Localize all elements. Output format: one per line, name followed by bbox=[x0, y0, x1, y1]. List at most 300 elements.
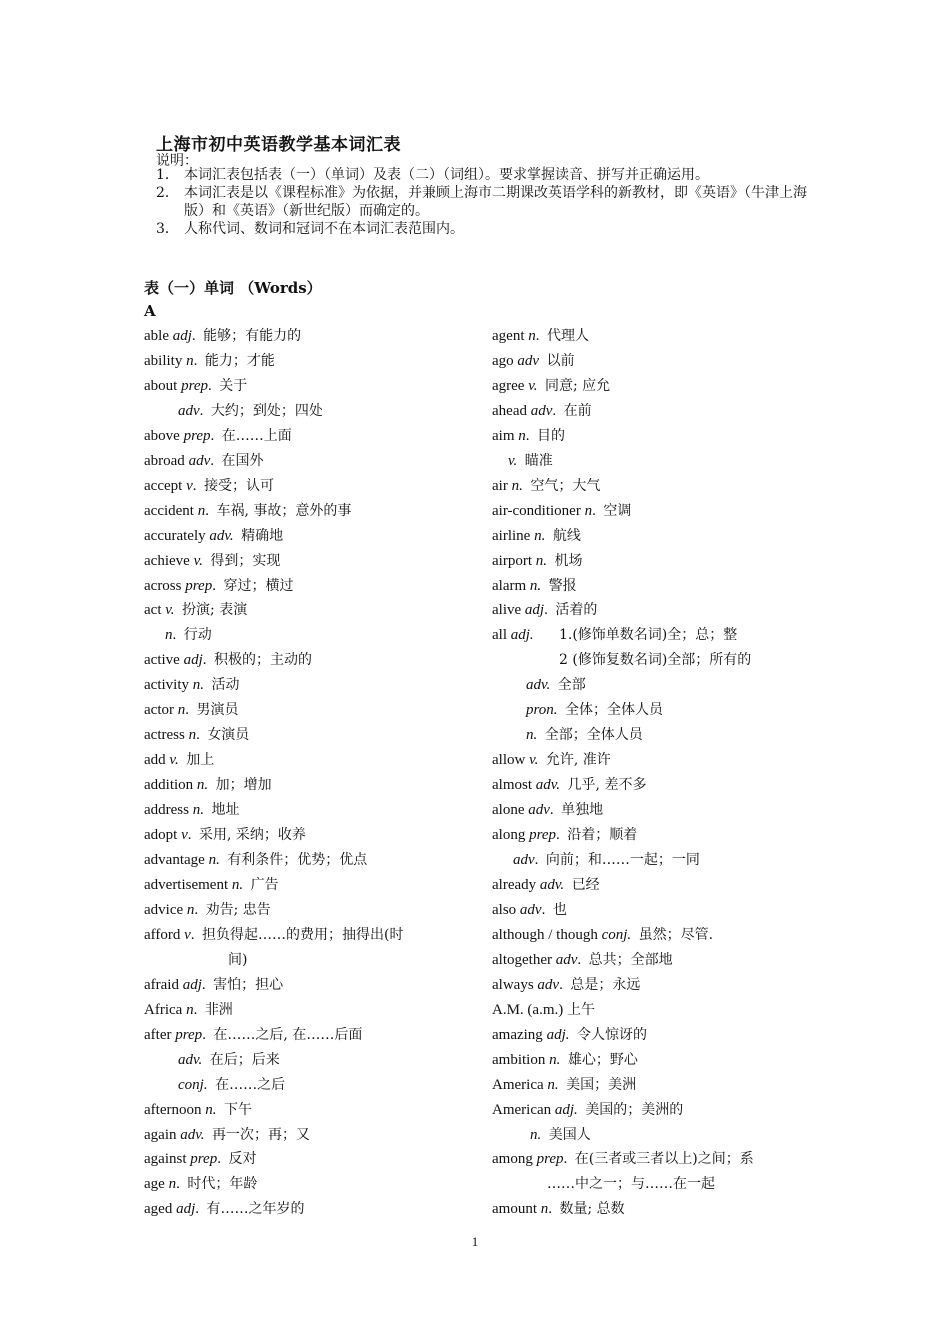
entry-definition: 空气；大气 bbox=[530, 477, 601, 494]
entry-part-of-speech: adj bbox=[176, 1201, 196, 1218]
vocab-entry bbox=[492, 648, 822, 673]
entry-definition: 采用, 采纳；收养 bbox=[199, 827, 306, 844]
entry-punctuation: . bbox=[210, 452, 214, 469]
vocab-entry bbox=[144, 1123, 479, 1148]
entry-part-of-speech: prep bbox=[183, 427, 211, 444]
entry-definition: 女演员 bbox=[207, 727, 250, 744]
vocab-entry bbox=[492, 773, 822, 798]
entry-word: advantage bbox=[144, 852, 205, 869]
vocab-entry bbox=[144, 1197, 479, 1222]
entry-word: air bbox=[492, 477, 508, 494]
entry-punctuation: . bbox=[192, 477, 197, 494]
entry-part-of-speech: n. bbox=[511, 477, 523, 494]
entry-word: altogether bbox=[492, 951, 552, 968]
entry-definition: 扮演; 表演 bbox=[182, 602, 248, 619]
vocab-entry bbox=[144, 948, 479, 973]
entry-definition: 害怕；担心 bbox=[213, 976, 284, 993]
vocab-entry bbox=[144, 698, 479, 723]
entry-definition: 几乎, 差不多 bbox=[567, 777, 647, 794]
entry-definition: 非洲 bbox=[204, 1001, 233, 1018]
entry-word: able bbox=[144, 328, 169, 344]
entry-definition: 男演员 bbox=[196, 702, 239, 719]
entry-part-of-speech: adv. bbox=[180, 1126, 205, 1143]
entry-word: amount bbox=[492, 1201, 537, 1218]
entry-word: all bbox=[492, 627, 507, 644]
entry-punctuation: . bbox=[193, 352, 198, 369]
entry-punctuation: . bbox=[205, 502, 209, 519]
entry-part-of-speech: n bbox=[188, 727, 197, 744]
entry-part-of-speech: adj bbox=[172, 328, 192, 344]
entry-definition: 瞄准 bbox=[524, 452, 553, 469]
entry-part-of-speech: n. bbox=[547, 1076, 559, 1093]
entry-punctuation: . bbox=[187, 827, 192, 844]
entry-definition: 在前 bbox=[563, 402, 592, 419]
vocab-entry bbox=[492, 748, 822, 773]
entry-word: adopt bbox=[144, 827, 178, 844]
entry-definition: 有利条件；优势；优点 bbox=[227, 852, 368, 869]
vocab-entry bbox=[492, 424, 822, 449]
entry-word: add bbox=[144, 752, 166, 769]
entry-word: addition bbox=[144, 777, 194, 794]
entry-definition: 大约；到处；四处 bbox=[210, 402, 323, 419]
entry-definition: 总是；永远 bbox=[570, 976, 641, 993]
entry-part-of-speech: n bbox=[168, 1176, 177, 1193]
vocab-entry bbox=[144, 1048, 479, 1073]
entry-part-of-speech: n bbox=[584, 502, 593, 519]
vocab-entry bbox=[144, 449, 479, 474]
vocab-entry bbox=[144, 648, 479, 673]
entry-part-of-speech: n. bbox=[530, 1126, 542, 1143]
entry-definition: 同意; 应允 bbox=[545, 377, 611, 394]
entry-part-of-speech: pron. bbox=[526, 702, 558, 719]
entry-definition: 活着的 bbox=[555, 602, 598, 619]
vocab-entry bbox=[144, 623, 479, 648]
vocab-entry bbox=[492, 623, 822, 648]
vocab-entry bbox=[492, 399, 822, 424]
entry-part-of-speech: prep bbox=[190, 1151, 218, 1168]
entry-part-of-speech: n. bbox=[205, 1101, 217, 1118]
entry-part-of-speech: n bbox=[197, 502, 206, 519]
entry-definition: 在……之后, 在……后面 bbox=[213, 1026, 363, 1043]
entry-part-of-speech: adv bbox=[528, 802, 550, 819]
section-title: 表（一）单词 （Words） bbox=[144, 279, 322, 297]
entry-punctuation: . bbox=[196, 727, 200, 744]
vocab-entry bbox=[144, 823, 479, 848]
entry-definition: 接受；认可 bbox=[203, 477, 274, 494]
entry-punctuation: . bbox=[525, 427, 530, 444]
entry-punctuation: . bbox=[199, 402, 204, 419]
entry-punctuation: . bbox=[544, 602, 548, 619]
entry-part-of-speech: n bbox=[528, 328, 536, 344]
entry-word: abroad bbox=[144, 452, 185, 469]
entry-word: after bbox=[144, 1026, 172, 1043]
entry-punctuation: . bbox=[202, 1026, 206, 1043]
vocab-entry bbox=[492, 1172, 822, 1197]
entry-word: alarm bbox=[492, 577, 527, 594]
vocab-entry bbox=[144, 998, 479, 1023]
vocab-entry bbox=[492, 349, 822, 374]
entry-punctuation: . bbox=[559, 976, 563, 993]
entry-definition: 沿着；顺着 bbox=[567, 827, 638, 844]
entry-part-of-speech: v. bbox=[529, 752, 539, 769]
entry-definition: 下午 bbox=[223, 1101, 252, 1118]
entry-word: almost bbox=[492, 777, 532, 794]
entry-part-of-speech: n bbox=[186, 1001, 194, 1018]
entry-word: American bbox=[492, 1101, 552, 1118]
entry-definition: 警报 bbox=[548, 577, 577, 594]
entry-part-of-speech: n. bbox=[192, 802, 204, 819]
entry-definition: 美国；美洲 bbox=[566, 1076, 637, 1093]
entry-punctuation: . bbox=[176, 1176, 180, 1193]
vocab-entry bbox=[492, 499, 822, 524]
entry-part-of-speech: n bbox=[177, 702, 186, 719]
entry-definition: 广告 bbox=[250, 876, 279, 893]
entry-part-of-speech: n. bbox=[534, 527, 546, 544]
vocab-entry bbox=[492, 1023, 822, 1048]
entry-punctuation: . bbox=[541, 901, 546, 918]
vocab-entry bbox=[144, 349, 479, 374]
notes-list bbox=[156, 166, 826, 238]
entry-definition: 能够；有能力的 bbox=[203, 328, 302, 344]
entry-part-of-speech: conj. bbox=[178, 1076, 208, 1093]
vocab-entry bbox=[492, 549, 822, 574]
word-column-right bbox=[492, 324, 822, 1222]
entry-part-of-speech: v. bbox=[508, 452, 518, 469]
entry-punctuation: . bbox=[549, 802, 554, 819]
entry-part-of-speech: n bbox=[186, 901, 195, 918]
entry-word: accurately bbox=[144, 527, 206, 544]
entry-word: ability bbox=[144, 352, 183, 369]
entry-word: across bbox=[144, 577, 182, 594]
entry-definition: 目的 bbox=[537, 427, 565, 444]
entry-punctuation: . bbox=[208, 377, 212, 394]
entry-definition: 有……之年岁的 bbox=[206, 1201, 305, 1218]
entry-definition: 虽然；尽管. bbox=[638, 926, 714, 943]
entry-definition: 行动 bbox=[183, 627, 212, 644]
vocab-entry bbox=[144, 773, 479, 798]
vocab-entry bbox=[144, 474, 479, 499]
entry-punctuation: . bbox=[534, 852, 539, 869]
entry-part-of-speech: v. bbox=[528, 377, 538, 394]
entry-part-of-speech: adv bbox=[519, 901, 542, 918]
entry-word: afternoon bbox=[144, 1101, 202, 1118]
entry-part-of-speech: adv bbox=[555, 951, 578, 968]
entry-word: afraid bbox=[144, 976, 179, 993]
entry-punctuation: . bbox=[195, 1201, 199, 1218]
vocab-entry bbox=[144, 1172, 479, 1197]
entry-part-of-speech: v. bbox=[165, 602, 175, 619]
entry-punctuation: . bbox=[592, 502, 596, 519]
entry-part-of-speech: adv. bbox=[209, 527, 234, 544]
vocab-entry bbox=[144, 524, 479, 549]
vocab-entry bbox=[492, 1048, 822, 1073]
entry-punctuation: . bbox=[210, 427, 215, 444]
vocab-entry bbox=[144, 848, 479, 873]
notes-heading: 说明： bbox=[156, 153, 198, 169]
note-text: 本词汇表包括表（一）（单词）及表（二）（词组）。要求掌握读音、拼写并正确运用。 bbox=[184, 167, 709, 183]
entry-word: advice bbox=[144, 901, 184, 918]
vocab-entry bbox=[144, 1023, 479, 1048]
entry-part-of-speech: adv. bbox=[178, 1051, 203, 1068]
entry-definition: 1.(修饰单数名词)全；总；整 bbox=[541, 627, 738, 644]
entry-word: achieve bbox=[144, 552, 190, 569]
entry-word: amazing bbox=[492, 1026, 543, 1043]
vocab-entry bbox=[144, 973, 479, 998]
entry-punctuation: . bbox=[191, 328, 196, 344]
entry-definition: 关于 bbox=[219, 377, 248, 394]
entry-part-of-speech: v. bbox=[169, 752, 179, 769]
entry-word: age bbox=[144, 1176, 165, 1193]
entry-word: about bbox=[144, 377, 178, 394]
vocab-entry bbox=[492, 923, 822, 948]
entry-definition: 全部 bbox=[557, 677, 586, 694]
entry-word: act bbox=[144, 602, 162, 619]
document-title: 上海市初中英语教学基本词汇表 bbox=[156, 135, 401, 155]
letter-heading: A bbox=[144, 302, 156, 320]
entry-definition: 向前；和……一起；一同 bbox=[545, 852, 700, 869]
note-text: 人称代词、数词和冠词不在本词汇表范围内。 bbox=[184, 221, 464, 237]
entry-definition: 以前 bbox=[546, 352, 575, 369]
entry-punctuation: . bbox=[202, 652, 207, 669]
entry-punctuation: . bbox=[212, 577, 216, 594]
vocab-entry bbox=[492, 449, 822, 474]
entry-definition: 得到；实现 bbox=[210, 552, 281, 569]
entry-part-of-speech: n. bbox=[231, 876, 244, 893]
entry-punctuation: . bbox=[552, 402, 557, 419]
entry-word: air-conditioner bbox=[492, 502, 581, 519]
entry-word: always bbox=[492, 976, 534, 993]
entry-word: activity bbox=[144, 677, 189, 694]
entry-word: among bbox=[492, 1151, 533, 1168]
entry-part-of-speech: adv bbox=[513, 852, 535, 869]
entry-definition: 全部；全体人员 bbox=[544, 727, 643, 744]
entry-part-of-speech: adv bbox=[178, 402, 200, 419]
entry-punctuation: . bbox=[193, 1001, 198, 1018]
entry-definition: 在(三者或三者以上)之间；系 bbox=[574, 1151, 754, 1168]
entry-part-of-speech: adj. bbox=[554, 1101, 578, 1118]
entry-part-of-speech: prep bbox=[185, 577, 213, 594]
vocab-entry bbox=[144, 324, 479, 349]
vocab-entry bbox=[492, 524, 822, 549]
entry-word: airport bbox=[492, 552, 532, 569]
note-item bbox=[156, 166, 826, 184]
entry-word: again bbox=[144, 1126, 177, 1143]
entry-word: accident bbox=[144, 502, 194, 519]
entry-word: address bbox=[144, 802, 189, 819]
entry-punctuation: . bbox=[172, 627, 177, 644]
entry-definition: 在……上面 bbox=[221, 427, 292, 444]
entry-part-of-speech: n. bbox=[529, 577, 542, 594]
entry-definition: 单独地 bbox=[561, 802, 604, 819]
vocab-entry bbox=[144, 598, 479, 623]
entry-punctuation: . bbox=[577, 951, 582, 968]
entry-part-of-speech: adv. bbox=[535, 777, 561, 794]
vocab-entry bbox=[492, 598, 822, 623]
vocab-entry bbox=[144, 923, 479, 948]
vocab-entry bbox=[492, 374, 822, 399]
entry-word: ahead bbox=[492, 402, 527, 419]
entry-definition: 机场 bbox=[554, 552, 583, 569]
vocab-entry bbox=[492, 973, 822, 998]
entry-definition: 加上 bbox=[186, 752, 215, 769]
entry-definition: 担负得起……的费用；抽得出(时 bbox=[202, 926, 404, 943]
entry-definition: 精确地 bbox=[241, 527, 284, 544]
entry-definition: 在后；后来 bbox=[209, 1051, 280, 1068]
entry-part-of-speech: prep bbox=[175, 1026, 203, 1043]
entry-part-of-speech: n. bbox=[549, 1051, 561, 1068]
entry-punctuation: . bbox=[217, 1151, 221, 1168]
entry-word: A.M. (a.m.) bbox=[492, 1001, 564, 1018]
entry-punctuation: . bbox=[535, 328, 540, 344]
vocab-entry bbox=[144, 898, 479, 923]
entry-word: agree bbox=[492, 377, 525, 394]
entry-part-of-speech: adj bbox=[183, 652, 203, 669]
entry-definition: 总共；全部地 bbox=[588, 951, 673, 968]
entry-definition: 代理人 bbox=[546, 328, 589, 344]
entry-part-of-speech: prep bbox=[529, 827, 557, 844]
vocab-entry bbox=[492, 1123, 822, 1148]
vocab-entry bbox=[492, 698, 822, 723]
entry-definition: 全体；全体人员 bbox=[565, 702, 664, 719]
vocab-entry bbox=[492, 574, 822, 599]
entry-word: accept bbox=[144, 477, 183, 494]
entry-punctuation: . bbox=[201, 976, 206, 993]
entry-definition: 美国的；美洲的 bbox=[585, 1101, 684, 1118]
entry-definition: 在……之后 bbox=[215, 1076, 286, 1093]
entry-definition: 令人惊讶的 bbox=[576, 1026, 647, 1043]
entry-word: ago bbox=[492, 352, 514, 369]
entry-part-of-speech: n bbox=[186, 352, 194, 369]
vocab-entry bbox=[492, 848, 822, 873]
vocab-entry bbox=[492, 324, 822, 349]
entry-punctuation: . bbox=[185, 702, 189, 719]
vocab-entry bbox=[492, 998, 822, 1023]
entry-punctuation: . bbox=[563, 1151, 568, 1168]
entry-word: although / though bbox=[492, 926, 598, 943]
entry-word: alive bbox=[492, 602, 522, 619]
entry-part-of-speech: n bbox=[540, 1201, 549, 1218]
entry-definition: 已经 bbox=[571, 876, 600, 893]
vocab-entry bbox=[144, 1073, 479, 1098]
vocab-entry bbox=[144, 673, 479, 698]
entry-word: already bbox=[492, 876, 537, 893]
entry-word: alone bbox=[492, 802, 525, 819]
entry-definition: 航线 bbox=[552, 527, 581, 544]
entry-part-of-speech: v bbox=[184, 926, 191, 943]
entry-part-of-speech: v bbox=[186, 477, 193, 494]
entry-word: along bbox=[492, 827, 526, 844]
entry-punctuation: . bbox=[194, 901, 199, 918]
note-number: 3． bbox=[156, 221, 179, 237]
entry-part-of-speech: n bbox=[518, 427, 526, 444]
entry-definition: 再一次；再；又 bbox=[212, 1126, 311, 1143]
word-column-left bbox=[144, 324, 479, 1222]
vocab-entry bbox=[144, 723, 479, 748]
entry-definition: 间) bbox=[228, 951, 248, 968]
entry-definition: 加；增加 bbox=[215, 777, 272, 794]
entry-definition: 2 (修饰复数名词)全部；所有的 bbox=[559, 652, 752, 669]
entry-part-of-speech: n. bbox=[208, 852, 220, 869]
entry-punctuation: . bbox=[556, 827, 560, 844]
vocab-entry bbox=[492, 873, 822, 898]
entry-definition: 时代；年龄 bbox=[187, 1176, 258, 1193]
entry-definition: 在国外 bbox=[221, 452, 264, 469]
note-number: 2． bbox=[156, 185, 179, 201]
entry-word: afford bbox=[144, 926, 181, 943]
entry-word: advertisement bbox=[144, 876, 229, 893]
entry-word: aged bbox=[144, 1201, 173, 1218]
page-number: 1 bbox=[471, 1234, 479, 1249]
entry-word: also bbox=[492, 901, 517, 918]
vocab-entry bbox=[492, 1147, 822, 1172]
vocab-entry bbox=[144, 399, 479, 424]
entry-part-of-speech: adv bbox=[517, 352, 540, 369]
entry-part-of-speech: adv bbox=[188, 452, 211, 469]
entry-part-of-speech: prep bbox=[181, 377, 209, 394]
vocab-entry bbox=[492, 948, 822, 973]
entry-word: agent bbox=[492, 328, 525, 344]
entry-word: active bbox=[144, 652, 180, 669]
entry-definition: 也 bbox=[552, 901, 567, 918]
vocab-entry bbox=[492, 1197, 822, 1222]
vocab-entry bbox=[144, 748, 479, 773]
vocab-entry bbox=[492, 474, 822, 499]
entry-part-of-speech: adj bbox=[182, 976, 202, 993]
entry-definition: 雄心；野心 bbox=[567, 1051, 638, 1068]
vocab-entry bbox=[144, 873, 479, 898]
entry-part-of-speech: adv. bbox=[539, 876, 565, 893]
vocab-entry bbox=[492, 823, 822, 848]
vocab-entry bbox=[144, 574, 479, 599]
entry-definition: 穿过；横过 bbox=[223, 577, 294, 594]
vocab-entry bbox=[144, 424, 479, 449]
entry-part-of-speech: prep bbox=[536, 1151, 564, 1168]
entry-part-of-speech: adv bbox=[530, 402, 553, 419]
vocab-entry bbox=[144, 1098, 479, 1123]
vocab-entry bbox=[492, 1073, 822, 1098]
entry-definition: 数量; 总数 bbox=[559, 1201, 625, 1218]
note-item bbox=[156, 220, 826, 238]
entry-part-of-speech: adj bbox=[524, 602, 545, 619]
entry-definition: 允许, 准许 bbox=[545, 752, 611, 769]
entry-punctuation: . bbox=[548, 1201, 552, 1218]
entry-definition: 地址 bbox=[211, 802, 240, 819]
entry-definition: 能力；才能 bbox=[204, 352, 275, 369]
entry-part-of-speech: v. bbox=[193, 552, 203, 569]
entry-part-of-speech: adv bbox=[537, 976, 560, 993]
entry-part-of-speech: n. bbox=[526, 727, 538, 744]
entry-part-of-speech: v bbox=[181, 827, 188, 844]
note-number: 1． bbox=[156, 167, 179, 183]
entry-part-of-speech: adj. bbox=[546, 1026, 570, 1043]
entry-word: ambition bbox=[492, 1051, 546, 1068]
entry-punctuation: . bbox=[190, 926, 195, 943]
entry-definition: 反对 bbox=[228, 1151, 257, 1168]
entry-word: actress bbox=[144, 727, 185, 744]
entry-part-of-speech: n bbox=[165, 627, 173, 644]
entry-part-of-speech: n. bbox=[192, 677, 204, 694]
vocab-entry bbox=[492, 798, 822, 823]
entry-part-of-speech: n. bbox=[196, 777, 209, 794]
vocab-entry bbox=[492, 673, 822, 698]
entry-part-of-speech: conj. bbox=[601, 926, 632, 943]
entry-word: aim bbox=[492, 427, 515, 444]
entry-definition: 车祸, 事故；意外的事 bbox=[216, 502, 352, 519]
entry-definition: 上午 bbox=[567, 1001, 595, 1018]
entry-part-of-speech: n. bbox=[535, 552, 547, 569]
vocab-entry bbox=[492, 723, 822, 748]
entry-definition: 美国人 bbox=[548, 1126, 591, 1143]
